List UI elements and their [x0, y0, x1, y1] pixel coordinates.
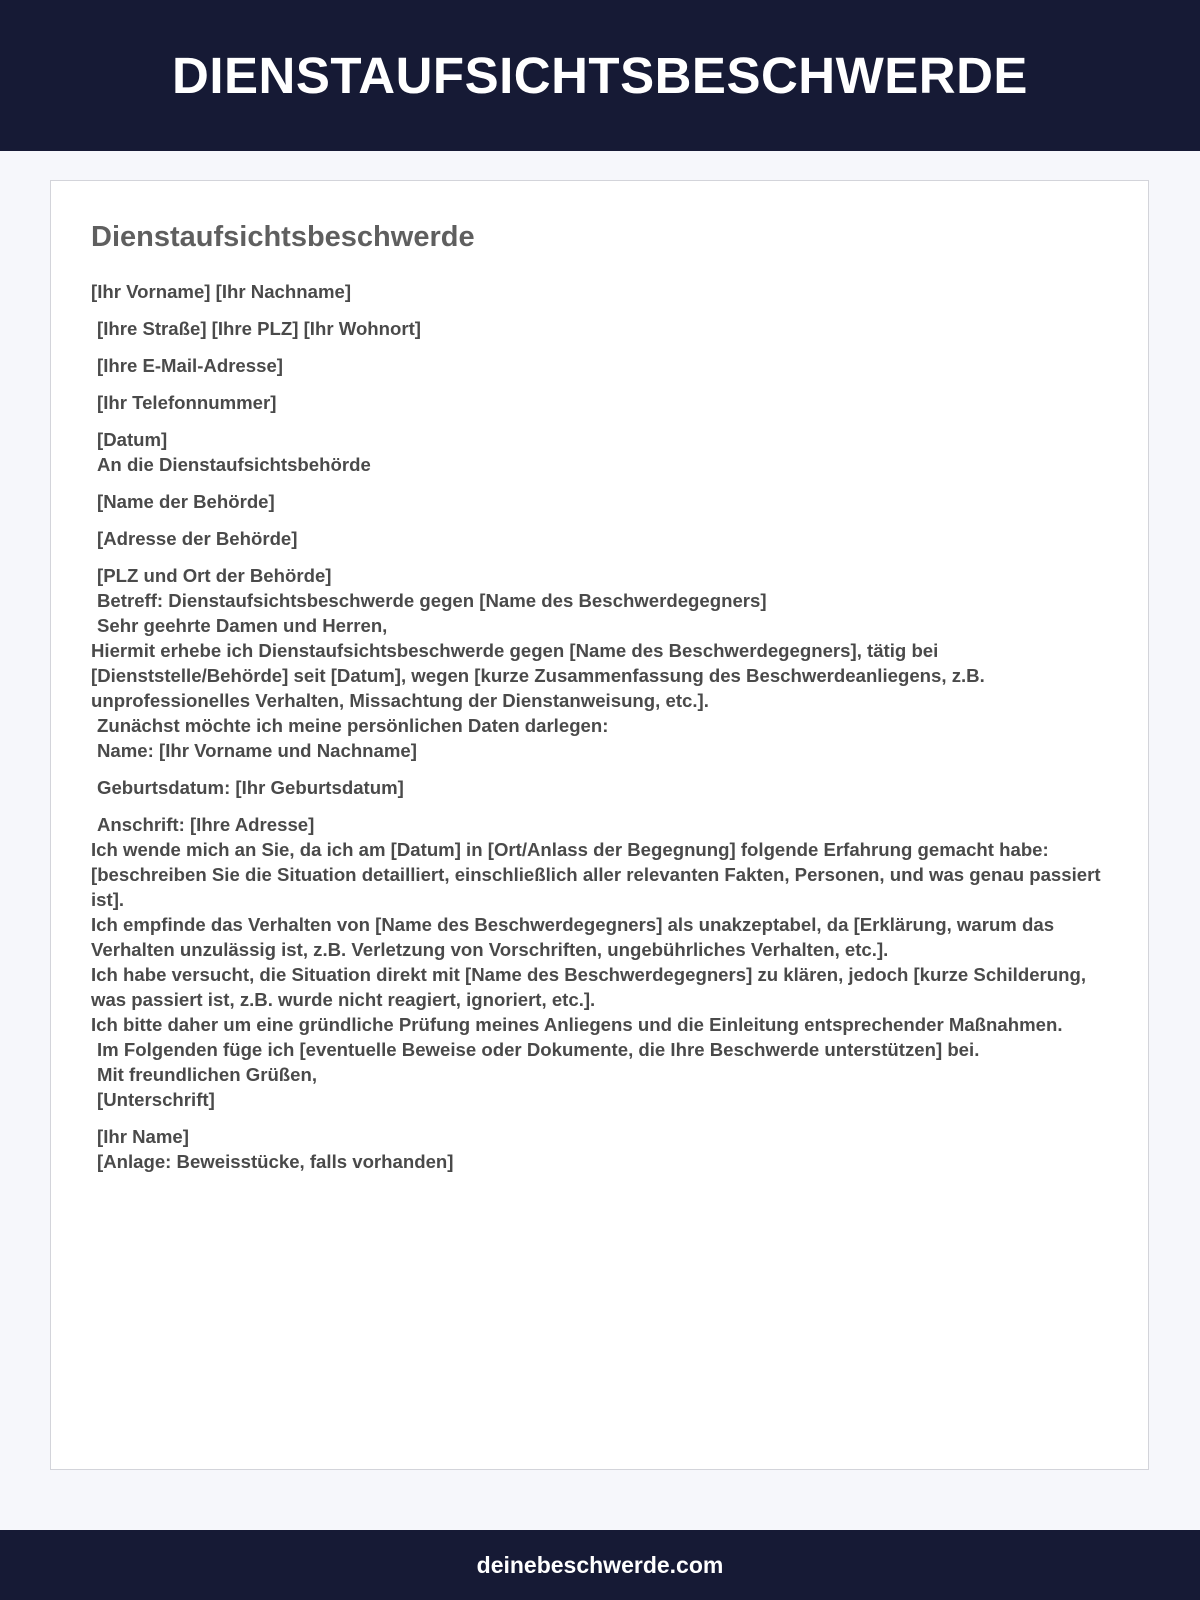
recipient-city: [PLZ und Ort der Behörde]	[97, 565, 332, 586]
paragraph-complaint: Hiermit erhebe ich Dienstaufsichtsbeschwerde gegen [Name des Beschwerdegegners], tätig bei [Dienststelle/Behörde] seit [Datum], wegen [kurze Zusammenfassung des Beschwerdeanliegens, z.B. unprofessionelles Verhalten, Missachtung der Dienstanweisung, etc.].	[91, 640, 985, 711]
recipient-name: [Name der Behörde]	[97, 491, 275, 512]
sender-name: [Ihr Vorname] [Ihr Nachname]	[91, 281, 352, 302]
letter-date: [Datum]	[97, 429, 168, 450]
attachment-line: [Anlage: Beweisstücke, falls vorhanden]	[97, 1151, 454, 1172]
subject-line: Betreff: Dienstaufsichtsbeschwerde gegen [Name des Beschwerdegegners]	[97, 590, 767, 611]
personal-address: Anschrift: [Ihre Adresse]	[97, 814, 315, 835]
paragraph-attempt: Ich habe versucht, die Situation direkt mit [Name des Beschwerdegegners] zu klären, jedoch [kurze Schilderung, was passiert ist, z.B. wurde nicht reagiert, ignoriert, etc.].	[91, 964, 1087, 1010]
paragraph-assessment: Ich empfinde das Verhalten von [Name des Beschwerdegegners] als unakzeptabel, da [Erklärung, warum das Verhalten unzulässig ist, z.B. Verletzung von Vorschriften, ungebührliches Verhalten, etc.].	[91, 914, 1055, 960]
your-name: [Ihr Name]	[97, 1126, 189, 1147]
page-footer	[0, 1530, 1200, 1600]
personal-name: Name: [Ihr Vorname und Nachname]	[97, 740, 417, 761]
paragraph-experience: Ich wende mich an Sie, da ich am [Datum] in [Ort/Anlass der Begegnung] folgende Erfahrung gemacht habe: [beschreiben Sie die Situation detailliert, einschließlich aller relevanten Fakten, Personen, und was genau passiert ist].	[91, 839, 1101, 910]
footer-site: deinebeschwerde.com	[476, 1551, 724, 1578]
signature-placeholder: [Unterschrift]	[97, 1089, 215, 1110]
sender-email: [Ihre E-Mail-Adresse]	[97, 355, 283, 376]
page-header	[0, 0, 1200, 151]
salutation: Sehr geehrte Damen und Herren,	[97, 615, 388, 636]
letter-card	[50, 180, 1149, 1470]
document-title: Dienstaufsichtsbeschwerde	[91, 221, 475, 253]
paragraph-request: Ich bitte daher um eine gründliche Prüfung meines Anliegens und die Einleitung entsprechender Maßnahmen.	[91, 1014, 1063, 1035]
sender-phone: [Ihr Telefonnummer]	[97, 392, 277, 413]
header-title: DIENSTAUFSICHTSBESCHWERDE	[172, 47, 1028, 104]
personal-data-intro: Zunächst möchte ich meine persönlichen Daten darlegen:	[97, 715, 609, 736]
recipient-intro: An die Dienstaufsichtsbehörde	[97, 454, 371, 475]
sender-street: [Ihre Straße] [Ihre PLZ] [Ihr Wohnort]	[97, 318, 422, 339]
attachments-note: Im Folgenden füge ich [eventuelle Beweise oder Dokumente, die Ihre Beschwerde unterstützen] bei.	[97, 1039, 980, 1060]
closing: Mit freundlichen Grüßen,	[97, 1064, 318, 1085]
personal-birthdate: Geburtsdatum: [Ihr Geburtsdatum]	[97, 777, 404, 798]
recipient-address: [Adresse der Behörde]	[97, 528, 298, 549]
